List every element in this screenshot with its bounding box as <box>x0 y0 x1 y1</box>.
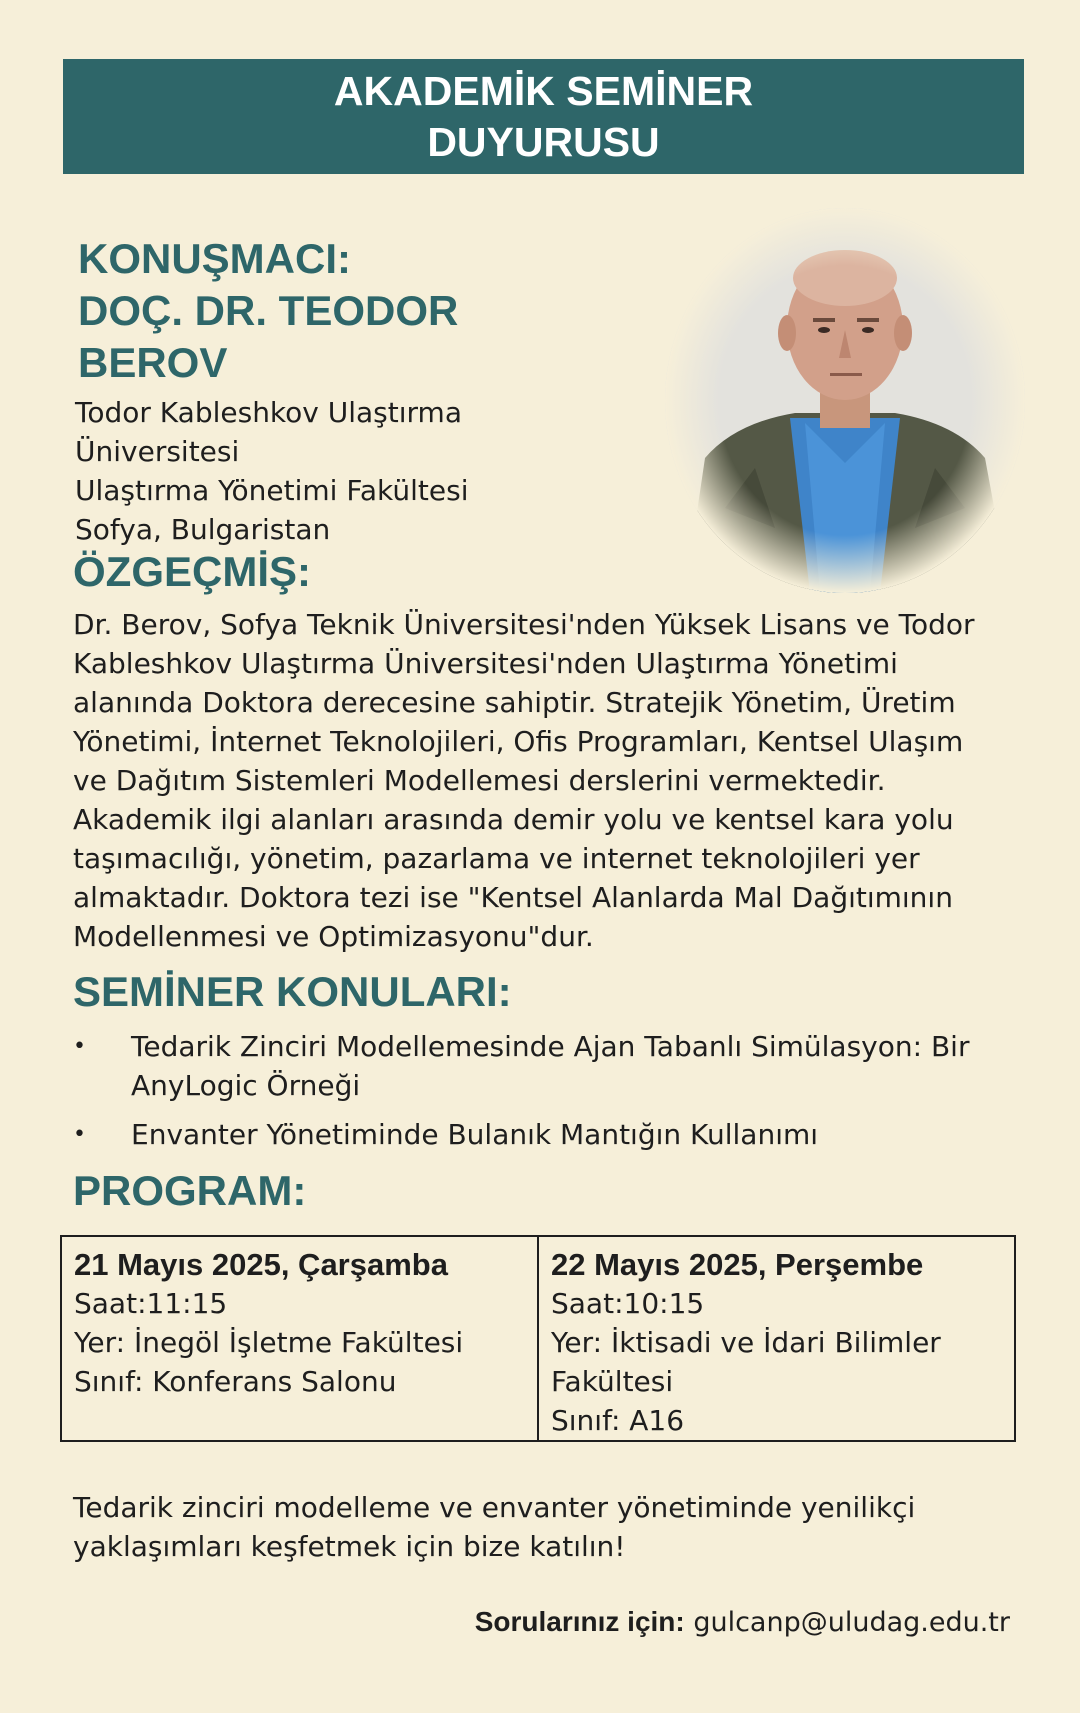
bio-line: Akademik ilgi alanları arasında demir yolu ve kentsel kara yolu <box>73 803 954 836</box>
bio-line: Modellenmesi ve Optimizasyonu"dur. <box>73 920 594 953</box>
session-room: Sınıf: Konferans Salonu <box>74 1365 397 1398</box>
topic-text: Tedarik Zinciri Modellemesinde Ajan Tabanlı Simülasyon: Bir <box>131 1030 970 1063</box>
affiliation-line: Todor Kableshkov Ulaştırma <box>75 396 462 429</box>
bio-text <box>73 605 1023 956</box>
topic-text: AnyLogic Örneği <box>131 1069 361 1102</box>
session-time: Saat:10:15 <box>551 1287 705 1320</box>
topic-item <box>73 1027 1023 1105</box>
session-date: 21 Mayıs 2025, Çarşamba <box>74 1247 448 1282</box>
session-place: Yer: İnegöl İşletme Fakültesi <box>74 1326 464 1359</box>
contact-label: Sorularınız için: <box>474 1606 685 1637</box>
contact-email[interactable]: gulcanp@uludag.edu.tr <box>693 1607 1010 1638</box>
closing-line: yaklaşımları keşfetmek için bize katılın! <box>73 1530 626 1563</box>
session-place-cont: Fakültesi <box>551 1365 674 1398</box>
banner-title-line2: DUYURUSU <box>427 118 660 165</box>
bio-line: almaktadır. Doktora tezi ise "Kentsel Alanlarda Mal Dağıtımının <box>73 881 953 914</box>
topics-title: SEMİNER KONULARI: <box>73 968 512 1015</box>
contact-info <box>475 1604 1010 1641</box>
program-table <box>60 1235 1016 1442</box>
speaker-name-line2: BEROV <box>78 339 228 386</box>
speaker-label: KONUŞMACI: <box>78 235 351 282</box>
speaker-name-line1: DOÇ. DR. TEODOR <box>78 287 459 334</box>
bio-line: Yönetimi, İnternet Teknolojileri, Ofis Programları, Kentsel Ulaşım <box>73 725 964 758</box>
banner-title-line1: AKADEMİK SEMİNER <box>333 67 754 114</box>
bullet-icon: • <box>73 1034 86 1059</box>
bio-line: Kableshkov Ulaştırma Üniversitesi'nden Ulaştırma Yönetimi <box>73 647 898 680</box>
speaker-heading <box>78 233 638 389</box>
announcement-banner <box>63 59 1024 174</box>
program-session-2 <box>537 1237 1014 1440</box>
session-date: 22 Mayıs 2025, Perşembe <box>551 1247 924 1282</box>
bio-line: alanında Doktora derecesine sahiptir. Stratejik Yönetim, Üretim <box>73 686 956 719</box>
affiliation-line: Ulaştırma Yönetimi Fakültesi <box>75 474 469 507</box>
bio-line: taşımacılığı, yönetim, pazarlama ve internet teknolojileri yer <box>73 842 920 875</box>
topic-item <box>73 1115 1023 1154</box>
bio-title: ÖZGEÇMİŞ: <box>73 548 311 595</box>
topic-text: Envanter Yönetiminde Bulanık Mantığın Kullanımı <box>131 1118 819 1151</box>
session-room: Sınıf: A16 <box>551 1404 685 1437</box>
session-time: Saat:11:15 <box>74 1287 228 1320</box>
closing-message <box>73 1488 1023 1566</box>
program-title: PROGRAM: <box>73 1167 307 1214</box>
bullet-icon: • <box>73 1122 86 1147</box>
session-place: Yer: İktisadi ve İdari Bilimler <box>551 1326 941 1359</box>
speaker-affiliation <box>75 393 635 549</box>
affiliation-line: Üniversitesi <box>75 435 240 468</box>
bio-line: Dr. Berov, Sofya Teknik Üniversitesi'nden Yüksek Lisans ve Todor <box>73 608 975 641</box>
closing-line: Tedarik zinciri modelleme ve envanter yönetiminde yenilikçi <box>73 1491 916 1524</box>
program-session-1 <box>62 1237 537 1440</box>
topics-list <box>73 1027 1023 1164</box>
speaker-photo <box>665 208 1025 593</box>
affiliation-line: Sofya, Bulgaristan <box>75 513 331 546</box>
bio-line: ve Dağıtım Sistemleri Modellemesi derslerini vermektedir. <box>73 764 886 797</box>
